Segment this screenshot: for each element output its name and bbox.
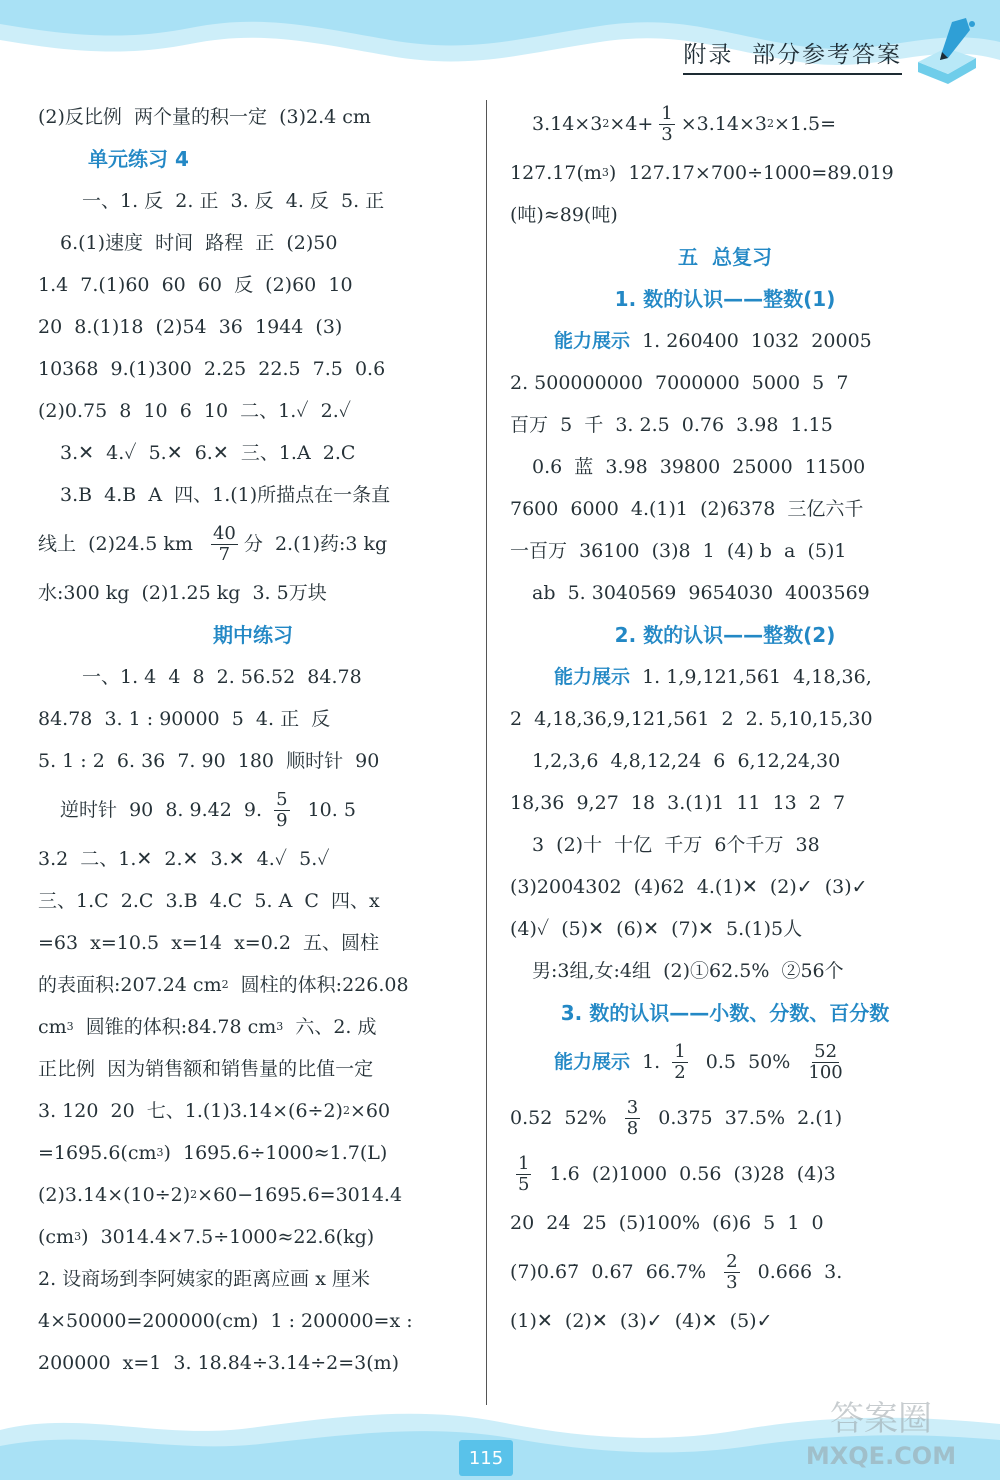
text-line: 200000 x=1 3. 18.84÷3.14÷2=3(m): [38, 1352, 400, 1374]
text-line: 水:300 kg (2)1.25 kg 3. 5万块: [38, 582, 327, 604]
text-line: 3.B 4.B A 四、1.(1)所描点在一条直: [60, 484, 391, 506]
fraction: $\frac{2}{3}$: [726, 1250, 738, 1293]
text-line: 7600 6000 4.(1)1 (2)6378 三亿六千: [510, 498, 864, 520]
text-line: cm 3 圆锥的体积:84.78 cm 3 六、2. 成: [38, 1016, 377, 1038]
page-number: 115: [459, 1440, 513, 1476]
watermark-logo: [786, 1392, 976, 1474]
text-line: 5. 1 : 2 6. 36 7. 90 180 顺时针 90: [38, 750, 380, 772]
text-line: 127.17(m 3 ) 127.17×700÷1000=89.019: [510, 162, 894, 184]
subsection-heading: 1. 数的认识——整数(1): [614, 287, 836, 311]
subsection-heading: 2. 数的认识——整数(2): [614, 623, 836, 647]
text-line: 能力展示 1. 1,9,121,561 4,18,36,: [554, 666, 872, 688]
text-line: 一、1. 反 2. 正 3. 反 4. 反 5. 正: [82, 190, 385, 212]
pencil-book-icon: [912, 14, 982, 88]
text-line: 线上 (2)24.5 km $\frac{40}{7}$ 分 2.(1)药:3 kg: [38, 522, 388, 565]
text-line: 20 8.(1)18 (2)54 36 1944 (3): [38, 316, 343, 338]
text-line: (cm 3 ) 3014.4×7.5÷1000≈22.6(kg): [38, 1226, 375, 1248]
ability-label: 能力展示: [554, 1051, 631, 1073]
text-line: 的表面积:207.24 cm 2 圆柱的体积:226.08: [38, 974, 409, 996]
left-column: [38, 96, 468, 1384]
text-line: 6.(1)速度 时间 路程 正 (2)50: [60, 232, 338, 254]
text-line: 4×50000=200000(cm) 1 : 200000=x :: [38, 1310, 413, 1332]
text-line: 3.14×3 2 ×4+ $\frac{1}{3}$ ×3.14×3 2 ×1.5=: [532, 102, 837, 145]
text-line: (2)3.14×(10÷2) 2 ×60−1695.6=3014.4: [38, 1184, 403, 1206]
text-line: 1,2,3,6 4,8,12,24 6 6,12,24,30: [532, 750, 841, 772]
section-heading-unit-exercise-4: 单元练习 4: [88, 147, 189, 171]
text-line: 2. 500000000 7000000 5000 5 7: [510, 372, 849, 394]
text-line: 一、1. 4 4 8 2. 56.52 84.78: [82, 666, 362, 688]
svg-text:MXQE.COM: MXQE.COM: [805, 1442, 957, 1470]
text-line: 3. 120 20 七、1.(1)3.14×(6÷2) 2 ×60: [38, 1100, 391, 1122]
text-line: 3.✕ 4.✓ 5.✕ 6.✕ 三、1.A 2.C: [60, 442, 356, 464]
text-line: 0.6 蓝 3.98 39800 25000 11500: [532, 456, 866, 478]
text-line: (2)0.75 8 10 6 10 二、1.✓ 2.✓: [38, 400, 351, 422]
text-line: 2. 设商场到李阿姨家的距离应画 x 厘米: [38, 1268, 370, 1290]
ability-label: 能力展示: [554, 666, 631, 688]
fraction: $\frac{52}{100}$: [808, 1040, 843, 1083]
text-line: (1)✕ (2)✕ (3)✓ (4)✕ (5)✓: [510, 1310, 773, 1332]
fraction: $\frac{5}{9}$: [276, 788, 288, 831]
text-line: 84.78 3. 1 : 90000 5 4. 正 反: [38, 708, 331, 730]
fraction: $\frac{1}{2}$: [674, 1040, 686, 1083]
column-divider: [486, 100, 487, 1405]
fraction: $\frac{40}{7}$: [212, 522, 236, 565]
text-line: 百万 5 千 3. 2.5 0.76 3.98 1.15: [510, 414, 833, 436]
text-line: 1.4 7.(1)60 60 60 反 (2)60 10: [38, 274, 353, 296]
text-line: 0.52 52% $\frac{3}{8}$ 0.375 37.5% 2.(1): [510, 1096, 843, 1139]
text-line: 18,36 9,27 18 3.(1)1 11 13 2 7: [510, 792, 846, 814]
text-line: 2 4,18,36,9,121,561 2 2. 5,10,15,30: [510, 708, 873, 730]
text-line: 20 24 25 (5)100% (6)6 5 1 0: [510, 1212, 824, 1234]
text-line: =63 x=10.5 x=14 x=0.2 五、圆柱: [38, 932, 380, 954]
text-line: 3.2 二、1.✕ 2.✕ 3.✕ 4.✓ 5.✓: [38, 848, 330, 870]
text-line: 三、1.C 2.C 3.B 4.C 5. A C 四、x: [38, 890, 380, 912]
text-line: 能力展示 1. $\frac{1}{2}$ 0.5 50% $\frac{52}{100}$: [554, 1040, 843, 1083]
right-column: [510, 96, 940, 1342]
header-title: 附录 部分参考答案: [683, 36, 902, 75]
text-line: (4)✓ (5)✕ (6)✕ (7)✕ 5.(1)5人: [510, 918, 803, 940]
text-line: $\frac{1}{5}$ 1.6 (2)1000 0.56 (3)28 (4)3: [518, 1152, 836, 1195]
text-line: 一百万 36100 (3)8 1 (4) b a (5)1: [510, 540, 847, 562]
section-heading-general-review: 五 总复习: [678, 245, 772, 269]
text-line: 3 (2)十 十亿 千万 6个千万 38: [532, 834, 820, 856]
text-line: 男:3组,女:4组 (2)①62.5% ②56个: [532, 960, 844, 982]
text-line: (2)反比例 两个量的积一定 (3)2.4 cm: [38, 106, 371, 128]
text-line: 能力展示 1. 260400 1032 20005: [554, 330, 872, 352]
text-line: ab 5. 3040569 9654030 4003569: [532, 582, 870, 604]
text-line: (3)2004302 (4)62 4.(1)✕ (2)✓ (3)✓: [510, 876, 868, 898]
subsection-heading: 3. 数的认识——小数、分数、百分数: [560, 1001, 890, 1025]
fraction: $\frac{3}{8}$: [626, 1096, 639, 1139]
text-line: (吨)≈89(吨): [510, 204, 618, 226]
fraction: $\frac{1}{3}$: [661, 102, 673, 145]
text-line: 10368 9.(1)300 2.25 22.5 7.5 0.6: [38, 358, 386, 380]
text-line: =1695.6(cm 3 ) 1695.6÷1000≈1.7(L): [38, 1142, 388, 1164]
text-line: 逆时针 90 8. 9.42 9. $\frac{5}{9}$ 10. 5: [60, 788, 356, 831]
ability-label: 能力展示: [554, 330, 631, 352]
fraction: $\frac{1}{5}$: [518, 1152, 530, 1195]
svg-text:答案圈: 答案圈: [830, 1399, 932, 1439]
text-line: (7)0. 6̇7̇ 0.67 66.7% $\frac{2}{3}$ 0.666 3.: [510, 1250, 843, 1293]
text-line: 正比例 因为销售额和销售量的比值一定: [38, 1058, 374, 1080]
section-heading-midterm: 期中练习: [213, 623, 293, 647]
